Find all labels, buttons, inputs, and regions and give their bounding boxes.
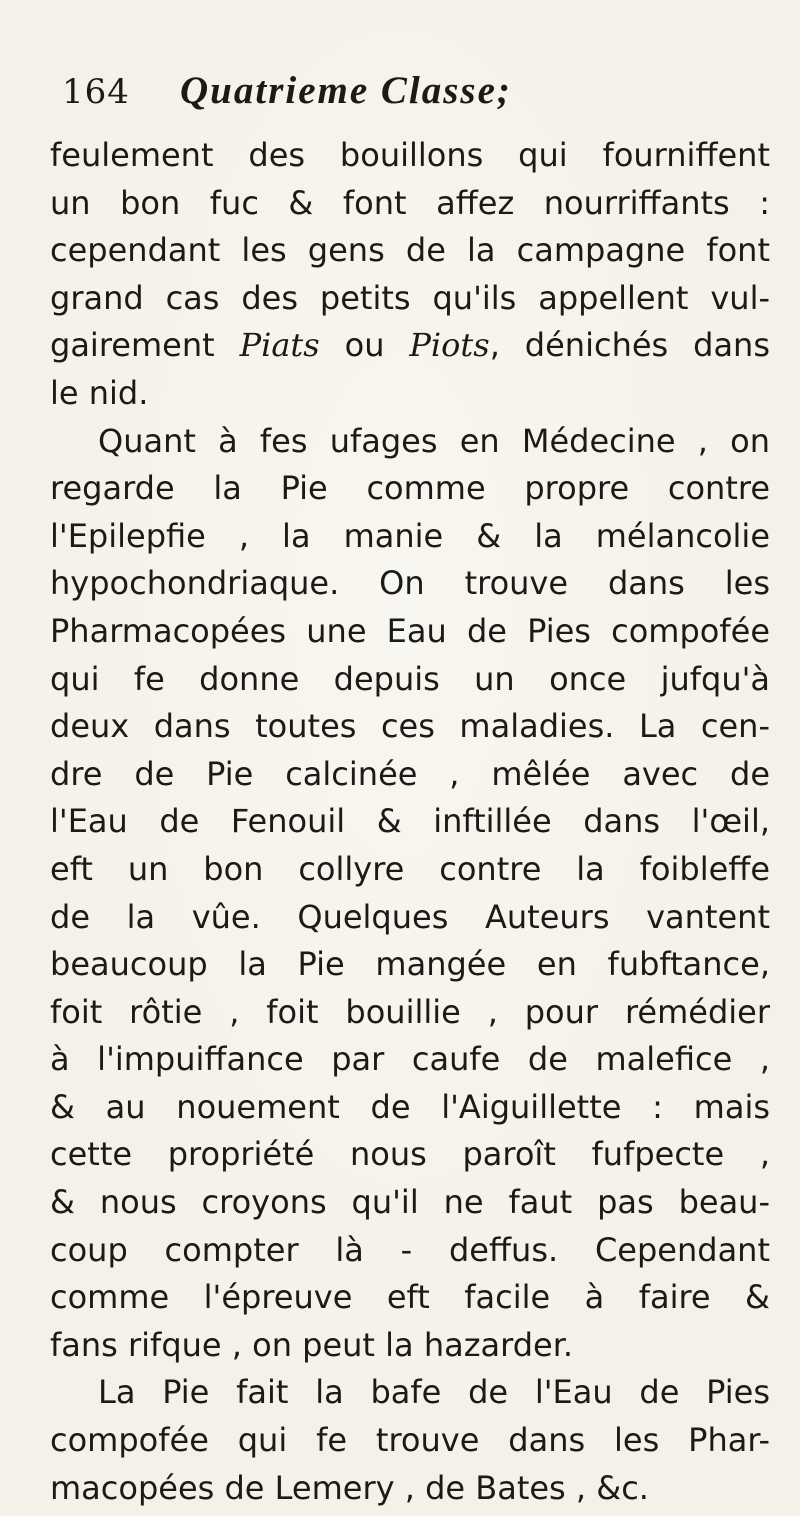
page-header: [62, 64, 782, 124]
text-line: dre de Pie calcinée , mêlée avec de: [50, 754, 770, 793]
text-line: un bon fuc & font affez nourriffants :: [50, 183, 770, 222]
italic-term: Piats: [239, 326, 320, 365]
text-line: Pharmacopées une Eau de Pies compofée: [50, 611, 770, 650]
text-line: fans rifque , on peut la hazarder.: [50, 1325, 574, 1364]
text-line: hypochondriaque. On trouve dans les: [50, 564, 770, 603]
text-line: de la vûe. Quelques Auteurs vantent: [50, 897, 770, 936]
text-line: & au nouement de l'Aiguillette : mais: [50, 1087, 770, 1126]
page-number: 164: [62, 72, 130, 112]
text-line: compofée qui fe trouve dans les Phar-: [50, 1421, 770, 1460]
paragraph-first-line: Quant à fes ufages en Médecine , on: [98, 421, 770, 460]
text-line: qui fe donne depuis un once jufqu'à: [50, 659, 770, 698]
text-line: cependant les gens de la campagne font: [50, 231, 770, 270]
body-text: [50, 132, 770, 1512]
text-line: macopées de Lemery , de Bates , &c.: [50, 1468, 649, 1507]
text-line: [50, 322, 770, 370]
text-line: feulement des bouillons qui fourniffent: [50, 136, 770, 174]
text-line: comme l'épreuve eft facile à faire &: [50, 1278, 770, 1317]
text-line: le nid.: [50, 373, 149, 412]
text-line: foit rôtie , foit bouillie , pour rémédier: [50, 992, 770, 1031]
text-line: grand cas des petits qu'ils appellent vul-: [50, 278, 770, 317]
text-line: deux dans toutes ces maladies. La cen-: [50, 707, 770, 746]
text-run: gairement: [50, 326, 240, 365]
text-line: l'Epilepfie , la manie & la mélancolie: [50, 516, 770, 555]
text-line: à l'impuiffance par caufe de malefice ,: [50, 1040, 770, 1079]
italic-term: Piots: [409, 326, 490, 365]
running-head: Quatrieme Classe;: [180, 69, 512, 112]
text-run: ou: [319, 326, 410, 365]
text-line: l'Eau de Fenouil & inftillée dans l'œil,: [50, 802, 770, 841]
text-run: , dénichés dans: [489, 326, 770, 365]
text-line: eft un bon collyre contre la foibleffe: [50, 849, 770, 888]
text-line: regarde la Pie comme propre contre: [50, 469, 770, 508]
text-line: cette propriété nous paroît fufpecte ,: [50, 1135, 770, 1174]
paragraph-first-line: La Pie fait la bafe de l'Eau de Pies: [98, 1373, 770, 1412]
text-line: & nous croyons qu'il ne faut pas beau-: [50, 1183, 770, 1222]
text-line: beaucoup la Pie mangée en fubftance,: [50, 945, 770, 984]
text-line: coup compter là - deffus. Cependant: [50, 1230, 770, 1269]
